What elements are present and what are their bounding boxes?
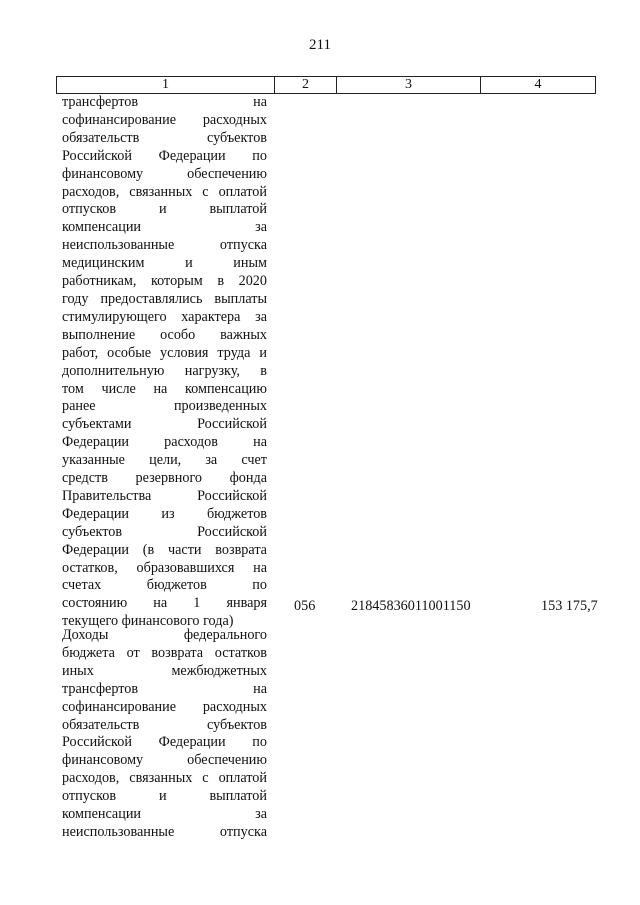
description-line: Российской Федерации по	[62, 147, 267, 164]
column-header-table	[56, 76, 596, 94]
description-line: расходов, связанных с оплатой	[62, 183, 267, 200]
description-line: иных межбюджетных	[62, 662, 267, 679]
description-line: отпусков и выплатой	[62, 788, 267, 805]
column-header-3: 3	[337, 77, 481, 94]
row-1-amount: 153 175,7	[541, 598, 598, 614]
description-line: медицинским и иным	[62, 255, 267, 272]
description-line: дополнительную нагрузку, в	[62, 362, 267, 379]
description-line: средств резервного фонда	[62, 470, 267, 487]
description-line: Федерации из бюджетов	[62, 505, 267, 522]
description-line: работ, особые условия труда и	[62, 344, 267, 361]
page-number: 211	[309, 37, 331, 53]
description-line: стимулирующего характера за	[62, 308, 267, 325]
description-line: компенсации за	[62, 219, 267, 236]
description-line: субъектов Российской	[62, 523, 267, 540]
description-line: софинансирование расходных	[62, 111, 267, 128]
description-line: том числе на компенсацию	[62, 380, 267, 397]
description-line: состоянию на 1 января	[62, 595, 267, 612]
description-line: обязательств субъектов	[62, 129, 267, 146]
description-line: неиспользованные отпуска	[62, 823, 267, 840]
description-line: обязательств субъектов	[62, 716, 267, 733]
description-line: Федерации расходов на	[62, 434, 267, 451]
row-1-kbk-code: 21845836011001150	[351, 598, 471, 614]
description-line: финансовому обеспечению	[62, 752, 267, 769]
description-line: Доходы федерального	[62, 627, 267, 643]
table-row-2	[62, 627, 640, 847]
column-header-1: 1	[57, 77, 275, 94]
description-line: указанные цели, за счет	[62, 452, 267, 469]
description-line: неиспользованные отпуска	[62, 237, 267, 254]
description-line: отпусков и выплатой	[62, 201, 267, 218]
description-line: работникам, которым в 2020	[62, 273, 267, 290]
description-line: Российской Федерации по	[62, 734, 267, 751]
description-line: выполнение особо важных	[62, 326, 267, 343]
description-line: субъектами Российской	[62, 416, 267, 433]
description-line: трансфертов на	[62, 94, 267, 110]
description-line: финансовому обеспечению	[62, 165, 267, 182]
column-header-4: 4	[481, 77, 596, 94]
row-1-admin-code: 056	[294, 598, 316, 614]
description-line: расходов, связанных с оплатой	[62, 770, 267, 787]
description-line: софинансирование расходных	[62, 698, 267, 715]
description-line: Федерации (в части возврата	[62, 541, 267, 558]
description-line: компенсации за	[62, 806, 267, 823]
description-line: текущего финансового года)	[62, 613, 234, 630]
description-line: трансфертов на	[62, 680, 267, 697]
description-line: остатков, образовавшихся на	[62, 559, 267, 576]
description-line: ранее произведенных	[62, 398, 267, 415]
table-row-1	[62, 94, 640, 630]
description-line: Правительства Российской	[62, 487, 267, 504]
description-line: году предоставлялись выплаты	[62, 290, 267, 307]
row-1-description	[62, 94, 267, 631]
row-2-description	[62, 627, 267, 842]
description-line: бюджета от возврата остатков	[62, 644, 267, 661]
description-line: счетах бюджетов по	[62, 577, 267, 594]
column-header-2: 2	[275, 77, 337, 94]
